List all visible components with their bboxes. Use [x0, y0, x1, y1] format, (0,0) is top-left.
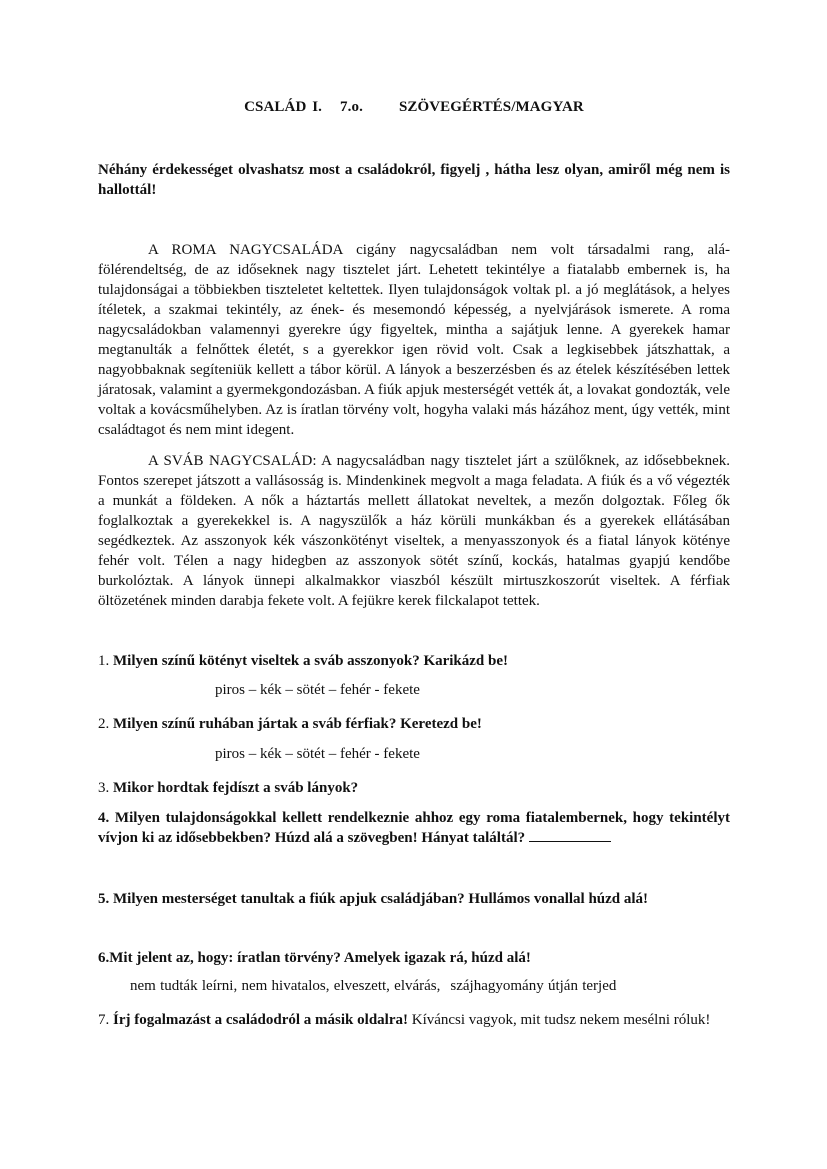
question-1-options: piros – kék – sötét – fehér - fekete: [215, 682, 420, 698]
question-1-text: Milyen színű kötényt viseltek a sváb asszonyok? Karikázd be!: [113, 653, 509, 669]
title-subject: SZÖVEGÉRTÉS/MAGYAR: [398, 99, 584, 115]
question-6: 6.Mit jelent az, hogy: íratlan törvény? Amelyek igazak rá, húzd alá!: [98, 950, 531, 966]
question-7-rest-text: Kíváncsi vagyok, mit tudsz nekem mesélni róluk!: [411, 1012, 711, 1028]
question-2-number: 2.: [98, 716, 110, 732]
question-4-answer-blank[interactable]: [529, 829, 611, 842]
question-2: [98, 714, 730, 734]
question-7-number: 7.: [98, 1012, 110, 1028]
title-grade: 7.o.: [340, 99, 363, 115]
question-6-answers-b: szájhagyomány útján terjed: [450, 978, 617, 994]
question-1: [98, 651, 730, 671]
question-5: 5. Milyen mesterséget tanultak a fiúk apjuk családjában? Hullámos vonallal húzd alá!: [98, 891, 649, 907]
question-2-text: Milyen színű ruhában jártak a sváb férfiak? Keretezd be!: [113, 716, 482, 732]
page-title: [98, 99, 730, 116]
question-7: [98, 1010, 730, 1030]
question-6-answers: [130, 978, 616, 995]
title-family-part: CSALÁD I.: [244, 99, 323, 115]
question-2-options: piros – kék – sötét – fehér - fekete: [215, 746, 420, 762]
question-3-number: 3.: [98, 780, 110, 796]
paragraph-swabian-family: A SVÁB NAGYCSALÁD: A nagycsaládban nagy tisztelet járt a szülőknek, az idősebbeknek. Fontos szerepet játszott a vallásosság is. Mindenkinek megvolt a maga feladata. A fiúk és a vő végezték a munkát a földeken. A nők a háztartás mellett állatokat neveltek, a mezőn dolgoztak. Főleg ők foglalkoztak a gyerekekkel is. A nagyszülők a ház körüli munkákban és a gyerekek ellátásában segédkeztek. Az asszonyok kék vászonkötényt viseltek, a menyasszonyok és a fiatal lányok köténye fehér volt. Télen a nagy hidegben az asszonyok sötét színű, kockás, hatalmas gyapjú kendőbe burkolóztak. A lányok ünnepi alkalmakkor viaszból készült mirtuszkoszorút viseltek. A férfiak öltözetének minden darabja fekete volt. A fejükre kerek filckalapot tettek.: [98, 453, 730, 609]
paragraph-roma-family: A ROMA NAGYCSALÁDA cigány nagycsaládban nem volt társadalmi rang, alá-fölérendeltség, de az időseknek nagy tisztelet járt. Lehetett tekintélye a fiatalabb embernek is, ha tulajdonságai a többiekben tiszteletet keltettek. Ilyen tulajdonságok voltak pl. a jó meglátások, a helyes ítéletek, a szakmai tekintély, az ének- és mesemondó képesség, a nyelvjárások ismerete. A roma nagycsaládokban valamennyi gyerekre úgy figyeltek, mintha a sajátjuk lenne. A gyerekek hamar megtanulták a felnőttek életét, s a gyerekkor igen rövid volt. Csak a legkisebbek játszhattak, a nagyobbaknak segíteniük kellett a tábor körül. A lányok a beszerzésben és az ételek készítésében lettek járatosak, valamint a gyermekgondozásban. A fiúk apjuk mesterségét vették át, a lovakat gondozták, vele voltak a kovácsműhelyben. Az is íratlan törvény volt, hogyha valaki más házához ment, úgy vették, mint családtagot és nem mint idegent.: [98, 242, 730, 438]
question-4-text: 4. Milyen tulajdonságokkal kellett rendelkeznie ahhoz egy roma fiatalembernek, hogy tekintélyt vívjon ki az idősebbekben? Húzd alá a szövegben! Hányat találtál?: [98, 810, 730, 846]
question-3-text: Mikor hordtak fejdíszt a sváb lányok?: [113, 780, 359, 796]
question-7-bold-text: Írj fogalmazást a családodról a másik oldalra!: [113, 1012, 408, 1028]
question-3: [98, 778, 730, 798]
question-1-number: 1.: [98, 653, 110, 669]
question-6-answers-a: nem tudták leírni, nem hivatalos, elveszett, elvárás,: [130, 978, 441, 994]
question-4: [98, 808, 730, 848]
intro-text: Néhány érdekességet olvashatsz most a családokról, figyelj , hátha lesz olyan, amiről még nem is hallottál!: [98, 162, 730, 198]
